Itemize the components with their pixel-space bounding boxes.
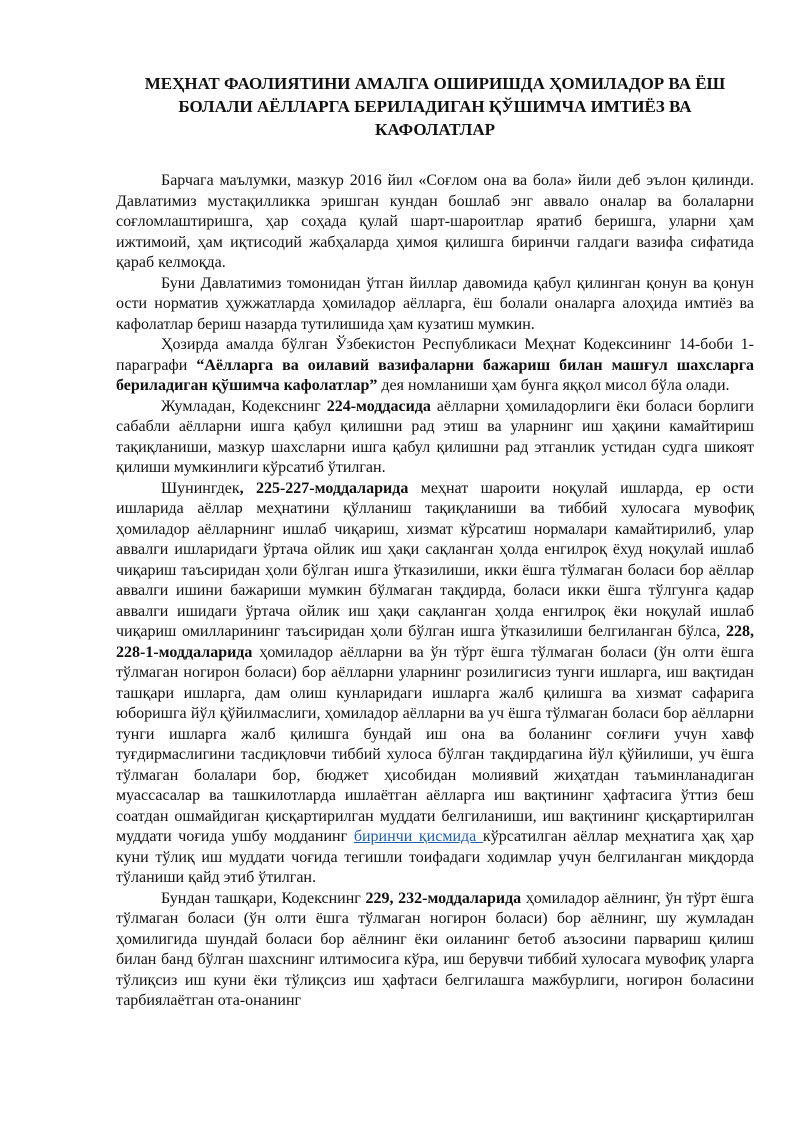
paragraph-6-text-end: ҳомиладор аёлнинг, ўн тўрт ёшга тўлмаган боласи (ўн олти ёшга тўлмаган ногирон боласи) бор аёлнинг, шу жумладан ҳомилигида шундай боласи бор аёлнинг ёки оиланинг бетоб аъзосини парвариш қилиш билан банд бўлган шахснинг илтимосига кўра, иш берувчи тиббий хулосага мувофиқ уларга тўлиқсиз иш куни ёки тўлиқсиз иш ҳафтаси белгилашга мажбурлиги, ногирон боласини тарбиялаётган ота-онанинг [116,889,754,1009]
first-part-link[interactable]: биринчи қисмида [353,828,483,845]
paragraph-6-text: Бундан ташқари, Кодекснинг [161,889,366,907]
title-line-3: КАФОЛАТЛАР [375,120,495,139]
paragraph-1-text: Барчага маълумки, мазкур 2016 йил «Соғлом она ва бола» йили деб эълон қилинди. Давлатимиз мустақилликка эришган кундан бошлаб энг аввало оналар ва болаларни соғломлаштиришга, ҳар соҳада қулай шарт-шароитлар яратиб беришга, уларни ҳам ижтимоий, ҳам иқтисодий жабҳаларда ҳимоя қилишга биринчи галдаги вазифа сифатида қараб келмоқда. [116,172,754,271]
paragraph-1 [116,171,754,274]
paragraph-5-text-mid-2: ҳомиладор аёлларни ва ўн тўрт ёшга тўлмаган боласи (ўн олти ёшга тўлмаган ногирон боласи) бор аёлларни уларнинг розилигисиз тунги ишларга, иш вақтидан ташқари ишларга, дам олиш кунларидаги ишларга жалб қилишга ва хизмат сафарига юборишга йўл қўйилмаслиги, ҳомиладор аёлларни ва уч ёшга тўлмаган боласи бор аёлларни тунги ишларга жалб қилишга бундай иш она ва боланинг соғлиғи учун хавф туғдирмаслигини тасдиқловчи тиббий хулоса бўлган тақдирдагина йўл қўйилиши, уч ёшга тўлмаган болалари бор, бюджет ҳисобидан молиявий жиҳатдан таъминланадиган муассасалар ва ташкилотларда ишлаётган аёлларга иш вақтининг ҳафтасига ўттиз беш соатдан ошмайдиган қисқартирилган муддати белгиланиши, иш вақтининг қисқартирилган муддати чоғида ушбу модданинг [116,643,754,845]
title-line-1: МЕҲНАТ ФАОЛИЯТИНИ АМАЛГА ОШИРИШДА ҲОМИЛАДОР ВА ЁШ [144,74,726,93]
paragraph-5-text-end: кўрсатилган аёллар меҳнатига ҳақ ҳар куни тўлиқ иш муддати чоғида тегишли тоифадаги ходимлар учун белгиланган миқдорда тўланиши қайд этиб ўтилган. [116,828,754,886]
paragraph-2-text: Буни Давлатимиз томонидан ўтган йиллар давомида қабул қилинган қонун ва қонун ости норматив ҳужжатларда ҳомиладор аёлларга, ёш болали оналарга алоҳида имтиёз ва кафолатлар бериш назарда тутилишида ҳам кузатиш мумкин. [116,274,754,333]
paragraph-5-text: Шунингдек [161,479,240,497]
paragraph-5-article-ref-1: , 225-227-моддаларида [239,479,409,497]
paragraph-3 [116,335,754,397]
title-line-2: БОЛАЛИ АЁЛЛАРГА БЕРИЛАДИГАН ҚЎШИМЧА ИМТИЁЗ ВА [178,97,692,116]
paragraph-4-text: Жумладан, Кодекснинг [161,397,327,415]
paragraph-5 [116,479,754,889]
paragraph-6-article-ref: 229, 232-моддаларида [365,889,522,907]
paragraph-3-text-end: дея номланиши ҳам бунга яққол мисол бўла олади. [377,377,730,394]
paragraph-6 [116,889,754,1012]
paragraph-3-bold-title: “Аёлларга ва оилавий вазифаларни бажариш билан машғул шахсларга бериладиган қўшимча кафолатлар” [116,356,754,394]
paragraph-4-article-ref: 224-моддасида [326,397,431,415]
paragraph-5-text-mid: меҳнат шароити ноқулай ишларда, ер ости ишларида аёллар меҳнатини қўлланиш тақиқланиши ва тиббий хулосага мувофиқ ҳомиладор аёлларнинг ишлаб чиқариш, хизмат кўрсатиш нормалари камайтирилиб, улар аввалги ишларидаги ўртача ойлик иш ҳақи сақланган ҳолда енгилроқ ёхуд ноқулай ишлаб чиқариш таъсиридан ҳоли бўлган ишга ўтказилиши, икки ёшга тўлмаган боласи бор аёллар аввалги ишини бажариши мумкин бўлмаган тақдирда, боласи икки ёшга тўлгунга қадар аввалги ишидаги ўртача ойлик иш ҳақи сақланган ҳолда енгилроқ ёки ноқулай ишлаб чиқариш омилларининг таъсиридан ҳоли бўлган ишга ўтказилиши белгиланган бўлса, [116,479,754,640]
paragraph-5-article-ref-2: 228, 228-1-моддаларида [116,623,754,661]
document-title [116,72,754,141]
paragraph-2 [116,274,754,336]
paragraph-3-text: Ҳозирда амалда бўлган Ўзбекистон Республикаси Меҳнат Кодексининг 14-боби 1-параграфи [116,336,754,374]
paragraph-4 [116,397,754,479]
paragraph-4-text-end: аёлларни ҳомиладорлиги ёки боласи борлиги сабабли аёлларни ишга қабул қилишни рад этиш ва уларнинг иш ҳақини камайтириш тақиқланиши, мазкур шахсларни ишга қабул қилишни рад этганлик устидан судга шикоят қилиши мумкинлиги кўрсатиб ўтилган. [116,397,754,476]
document-page [116,72,754,1012]
